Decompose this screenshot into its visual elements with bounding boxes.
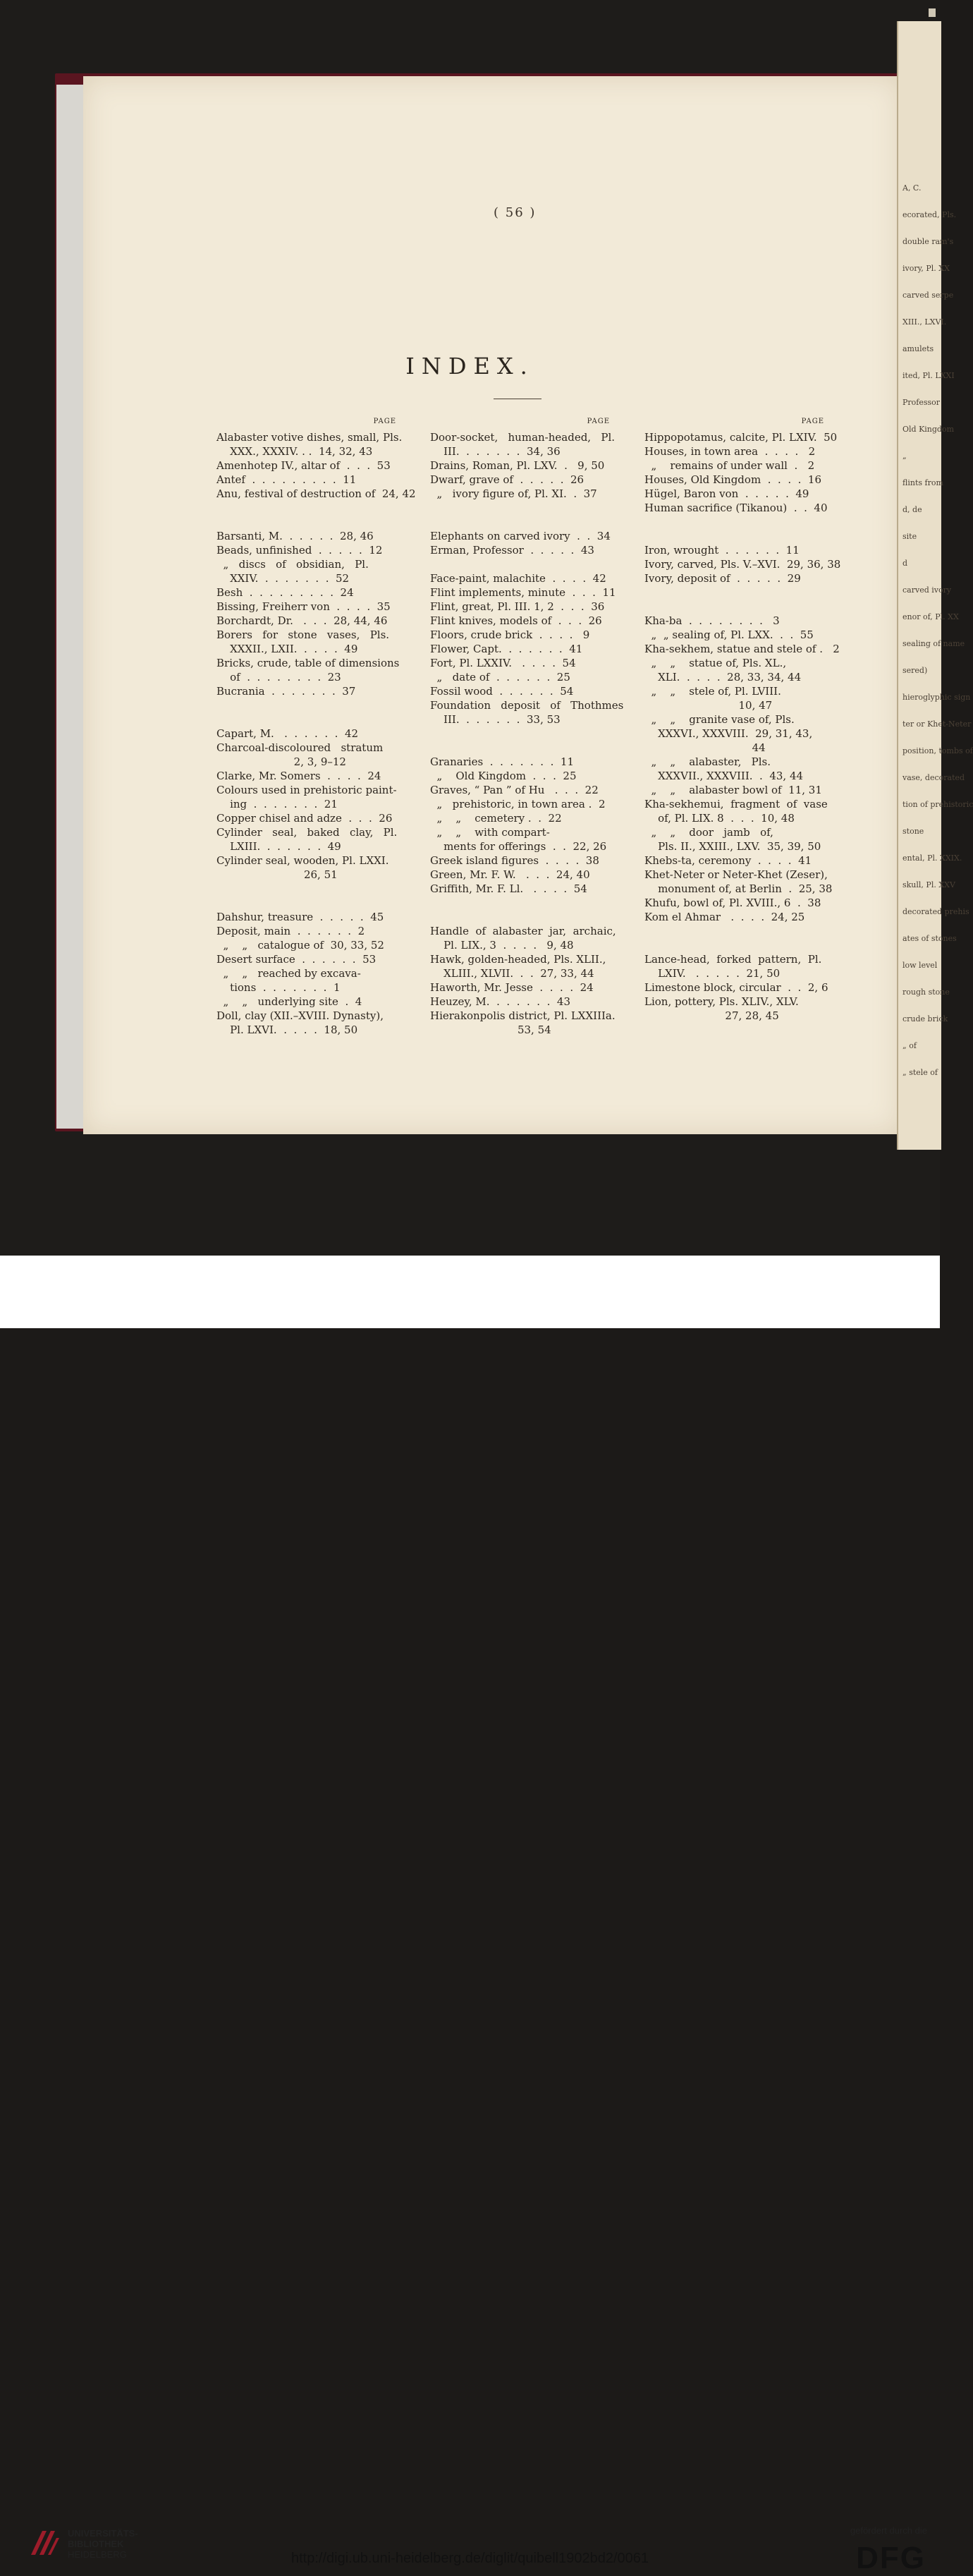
facing-page-text-fragment: ter or Khet-Neter: [902, 719, 972, 729]
index-entry: [430, 501, 610, 515]
index-entry: „ „ sealing of, Pl. LXX. . . 55: [644, 628, 814, 641]
index-entry: Floors, crude brick . . . . 9: [430, 628, 590, 641]
index-entry: Khufu, bowl of, Pl. XVIII., 6 . 38: [644, 897, 821, 909]
index-entry: XXXVII., XXXVIII. . 43, 44: [644, 770, 804, 782]
index-entry: Borers for stone vases, Pls.: [216, 628, 390, 641]
facing-page-text-fragment: sered): [902, 666, 928, 675]
index-entry: 53, 54: [430, 1023, 551, 1036]
facing-page-text-fragment: d, de: [902, 505, 922, 514]
index-entry: Bucrania . . . . . . . 37: [216, 685, 356, 698]
index-entry: „ prehistoric, in town area . 2: [430, 798, 606, 810]
index-entry: „ „ granite vase of, Pls.: [644, 713, 795, 726]
index-entry: Face-paint, malachite . . . . 42: [430, 572, 606, 585]
page-header-label: PAGE: [373, 418, 396, 425]
index-entry: Flower, Capt. . . . . . . 41: [430, 643, 583, 655]
funding-label: gefördert durch die: [850, 2525, 927, 2536]
index-entry: Drains, Roman, Pl. LXV. . 9, 50: [430, 459, 605, 472]
index-entry: Cylinder seal, baked clay, Pl.: [216, 826, 398, 839]
index-entry: „ date of . . . . . . 25: [430, 671, 570, 684]
index-entry: Cylinder seal, wooden, Pl. LXXI.: [216, 854, 389, 867]
index-entry: Desert surface . . . . . . 53: [216, 953, 377, 966]
index-entry: Amenhotep IV., altar of . . . 53: [216, 459, 391, 472]
index-entry: Antef . . . . . . . . . 11: [216, 473, 357, 486]
index-entry: Human sacrifice (Tikanou) . . 40: [644, 502, 828, 514]
facing-page-text-fragment: enor of, Pl. XX: [902, 612, 959, 621]
facing-page-text-fragment: low level: [902, 961, 938, 970]
facing-page-text-fragment: rough stone: [902, 988, 950, 997]
index-entry: Clarke, Mr. Somers . . . . 24: [216, 770, 381, 782]
facing-page-text-fragment: amulets: [902, 344, 934, 353]
index-entry: Kom el Ahmar . . . . 24, 25: [644, 911, 805, 923]
index-entry: LXIV. . . . . . 21, 50: [644, 967, 781, 980]
facing-page-text-fragment: „ stele of: [902, 1068, 938, 1077]
index-entry: Handle of alabaster jar, archaic,: [430, 925, 616, 937]
index-entry: Kha-sekhemui, fragment of vase: [644, 798, 828, 810]
index-entry: Hügel, Baron von . . . . . 49: [644, 487, 809, 500]
facing-page-text-fragment: skull, Pl. XXV: [902, 880, 955, 889]
index-entry: „ „ reached by excava-: [216, 967, 361, 980]
page-title: INDEX.: [405, 353, 534, 379]
index-entry: XXX., XXXIV. . . 14, 32, 43: [216, 445, 373, 458]
facing-page-text-fragment: d: [902, 559, 908, 568]
index-entry: 2, 3, 9–12: [216, 755, 346, 768]
facing-page-text-fragment: flints from: [902, 478, 943, 487]
index-entry: Barsanti, M. . . . . . 28, 46: [216, 530, 374, 542]
index-entry: Fossil wood . . . . . . 54: [430, 685, 574, 698]
index-entry: Besh . . . . . . . . . 24: [216, 586, 354, 599]
facing-page-edge: [897, 21, 973, 1150]
index-entry: Kha-ba . . . . . . . . 3: [644, 614, 780, 627]
index-entry: [216, 882, 396, 896]
index-entry: Heuzey, M. . . . . . . 43: [430, 995, 570, 1008]
index-entry: [216, 515, 396, 529]
index-entry: Khet-Neter or Neter-Khet (Zeser),: [644, 868, 828, 881]
facing-page-text-fragment: XIII., LXVI.: [902, 317, 947, 327]
index-entry: Iron, wrought . . . . . . 11: [644, 544, 800, 557]
facing-page-text-fragment: carved serpe: [902, 291, 954, 300]
index-entry: [216, 698, 396, 712]
index-entry: Capart, M. . . . . . . 42: [216, 727, 359, 740]
index-entry: Green, Mr. F. W. . . . 24, 40: [430, 868, 590, 881]
index-entry: [430, 896, 610, 910]
index-entry: Griffith, Mr. F. Ll. . . . . 54: [430, 882, 587, 895]
index-entry: Lance-head, forked pattern, Pl.: [644, 953, 822, 966]
facing-page-text-fragment: ecorated, Pls.: [902, 210, 957, 219]
index-entry: Colours used in prehistoric paint-: [216, 784, 397, 796]
index-entry: Charcoal-discoloured stratum: [216, 741, 384, 754]
facing-page-text-fragment: crude brick: [902, 1014, 948, 1023]
index-entry: Limestone block, circular . . 2, 6: [644, 981, 828, 994]
index-entry: Bissing, Freiherr von . . . . 35: [216, 600, 391, 613]
index-entry: Copper chisel and adze . . . 26: [216, 812, 393, 825]
index-entry: 44: [644, 741, 766, 754]
facing-page-text-fragment: tion of prehistoric: [902, 800, 973, 809]
index-entry: [644, 938, 824, 952]
index-entry: „ ivory figure of, Pl. XI. . 37: [430, 487, 597, 500]
facing-page-text-fragment: hieroglyphic sign: [902, 693, 971, 702]
index-entry: Doll, clay (XII.–XVIII. Dynasty),: [216, 1009, 384, 1022]
index-entry: of, Pl. LIX. 8 . . . 10, 48: [644, 812, 795, 825]
facing-page-text-fragment: „: [902, 451, 907, 461]
index-entry: Foundation deposit of Thothmes: [430, 699, 624, 712]
dfg-logo: DFG: [856, 2541, 926, 2575]
index-entry: „ „ statue of, Pls. XL.,: [644, 657, 787, 669]
page-header-label: PAGE: [801, 418, 824, 425]
index-entry: Pl. LXVI. . . . . 18, 50: [216, 1023, 358, 1036]
index-entry: Khebs-ta, ceremony . . . . 41: [644, 854, 812, 867]
index-entry: XLIII., XLVII. . . 27, 33, 44: [430, 967, 594, 980]
index-entry: Alabaster votive dishes, small, Pls.: [216, 431, 403, 444]
viewer-footer: [0, 1256, 940, 2575]
index-entry: [430, 727, 610, 741]
index-entry: XXIV. . . . . . . . 52: [216, 572, 350, 585]
index-entry: Erman, Professor . . . . . 43: [430, 544, 594, 557]
index-entry: „ „ alabaster bowl of 11, 31: [644, 784, 822, 796]
index-entry: Houses, Old Kingdom . . . . 16: [644, 473, 822, 486]
index-entry: Borchardt, Dr. . . . 28, 44, 46: [216, 614, 388, 627]
index-entry: „ „ catalogue of 30, 33, 52: [216, 939, 384, 952]
index-entry: [644, 585, 824, 600]
index-entry: [430, 515, 610, 529]
index-entry: XXXVI., XXXVIII. 29, 31, 43,: [644, 727, 813, 740]
index-column-1: [216, 415, 416, 1037]
library-name-line-1: UNIVERSITÄTS-: [68, 2528, 138, 2539]
facing-page-text-fragment: Professor: [902, 398, 941, 407]
index-entry: Ivory, carved, Pls. V.–XVI. 29, 36, 38: [644, 558, 841, 571]
index-entry: LXIII. . . . . . . 49: [216, 840, 341, 853]
index-column-2: [430, 415, 624, 1037]
index-entry: „ „ with compart-: [430, 826, 550, 839]
facing-page-text-fragment: Old Kingdom: [902, 425, 955, 434]
index-entry: Anu, festival of destruction of 24, 42: [216, 487, 416, 500]
index-entry: Flint, great, Pl. III. 1, 2 . . . 36: [430, 600, 605, 613]
index-entry: Flint knives, models of . . . 26: [430, 614, 602, 627]
index-entry: [644, 924, 824, 938]
index-entry: Granaries . . . . . . . 11: [430, 755, 574, 768]
library-name-line-3: HEIDELBERG: [68, 2549, 127, 2560]
index-entry: „ „ alabaster, Pls.: [644, 755, 771, 768]
index-entry: 26, 51: [216, 868, 338, 881]
facing-page-text-fragment: carved ivory: [902, 585, 952, 595]
index-entry: „ „ door jamb of,: [644, 826, 773, 839]
facing-page-text-fragment: ates of stones: [902, 934, 957, 943]
index-entry: [644, 600, 824, 614]
index-entry: of . . . . . . . . 23: [216, 671, 341, 684]
index-entry: Beads, unfinished . . . . . 12: [216, 544, 383, 557]
facing-page-text-fragment: sealing of name: [902, 639, 965, 648]
scan-background: [0, 0, 973, 1256]
index-entry: Houses, in town area . . . . 2: [644, 445, 816, 458]
index-entry: Greek island figures . . . . 38: [430, 854, 599, 867]
index-entry: [430, 910, 610, 924]
index-entry: [644, 515, 824, 529]
index-entry: monument of, at Berlin . 25, 38: [644, 882, 833, 895]
facing-page-text-fragment: ivory, Pl. XX: [902, 264, 950, 273]
facing-page-text-fragment: ental, Pl. XXIX.: [902, 853, 962, 863]
index-entry: Flint implements, minute . . . 11: [430, 586, 616, 599]
index-entry: [430, 557, 610, 571]
facing-page-text-fragment: A, C.: [902, 183, 922, 193]
index-entry: „ Old Kingdom . . . 25: [430, 770, 577, 782]
index-entry: Kha-sekhem, statue and stele of . 2: [644, 643, 840, 655]
facing-page-text-fragment: ited, Pl. LXXI: [902, 371, 955, 380]
index-entry: Graves, “ Pan ” of Hu . . . 22: [430, 784, 599, 796]
index-entry: XLI. . . . . 28, 33, 34, 44: [644, 671, 802, 684]
index-entry: Door-socket, human-headed, Pl.: [430, 431, 616, 444]
index-entry: Dwarf, grave of . . . . . 26: [430, 473, 585, 486]
index-entry: [644, 529, 824, 543]
index-entry: Hawk, golden-headed, Pls. XLII.,: [430, 953, 606, 966]
index-entry: 10, 47: [644, 699, 773, 712]
facing-page-text-fragment: „ of: [902, 1041, 917, 1050]
page-header-label: PAGE: [587, 418, 610, 425]
index-entry: „ remains of under wall . 2: [644, 459, 815, 472]
index-entry: Pls. II., XXIII., LXV. 35, 39, 50: [644, 840, 821, 853]
index-entry: „ „ cemetery . . 22: [430, 812, 562, 825]
index-entry: ments for offerings . . 22, 26: [430, 840, 607, 853]
index-entry: 27, 28, 45: [644, 1009, 779, 1022]
edge-marker: [929, 8, 936, 17]
index-entry: Fort, Pl. LXXIV. . . . . 54: [430, 657, 576, 669]
index-entry: „ „ underlying site . 4: [216, 995, 362, 1008]
index-entry: Deposit, main . . . . . . 2: [216, 925, 365, 937]
index-entry: [430, 741, 610, 755]
facing-page-text-fragment: stone: [902, 827, 924, 836]
index-entry: Dahshur, treasure . . . . . 45: [216, 911, 384, 923]
index-entry: Bricks, crude, table of dimensions: [216, 657, 400, 669]
index-entry: [216, 896, 396, 910]
index-column-3: [644, 415, 841, 1023]
index-entry: Hippopotamus, calcite, Pl. LXIV. 50: [644, 431, 838, 444]
facing-page-text-fragment: double ram's: [902, 237, 954, 246]
library-name-line-2: BIBLIOTHEK: [68, 2539, 124, 2549]
facing-page-text-fragment: position, tombs of: [902, 746, 973, 755]
index-entry: Ivory, deposit of . . . . . 29: [644, 572, 801, 585]
index-entry: Hierakonpolis district, Pl. LXXIIIa.: [430, 1009, 616, 1022]
index-entry: XXXII., LXII. . . . . 49: [216, 643, 358, 655]
facing-page-text-fragment: decorated prehis: [902, 907, 969, 916]
index-entry: [216, 712, 396, 727]
permalink-url[interactable]: http://digi.ub.uni-heidelberg.de/diglit/quibell1902bd2/0061: [290, 2551, 649, 2566]
index-entry: Haworth, Mr. Jesse . . . . 24: [430, 981, 594, 994]
index-entry: tions . . . . . . . 1: [216, 981, 341, 994]
index-entry: „ „ stele of, Pl. LVIII.: [644, 685, 781, 698]
index-entry: Lion, pottery, Pls. XLIV., XLV.: [644, 995, 799, 1008]
index-entry: III. . . . . . . 34, 36: [430, 445, 561, 458]
index-entry: „ discs of obsidian, Pl.: [216, 558, 369, 571]
index-entry: III. . . . . . . 33, 53: [430, 713, 561, 726]
page-number: ( 56 ): [494, 205, 537, 220]
facing-page-text-fragment: site: [902, 532, 917, 541]
index-entry: ing . . . . . . . 21: [216, 798, 338, 810]
index-entry: Elephants on carved ivory . . 34: [430, 530, 611, 542]
facing-page-text-fragment: vase, decorated: [902, 773, 965, 782]
index-entry: Pl. LIX., 3 . . . . 9, 48: [430, 939, 574, 952]
index-entry: [216, 501, 396, 515]
